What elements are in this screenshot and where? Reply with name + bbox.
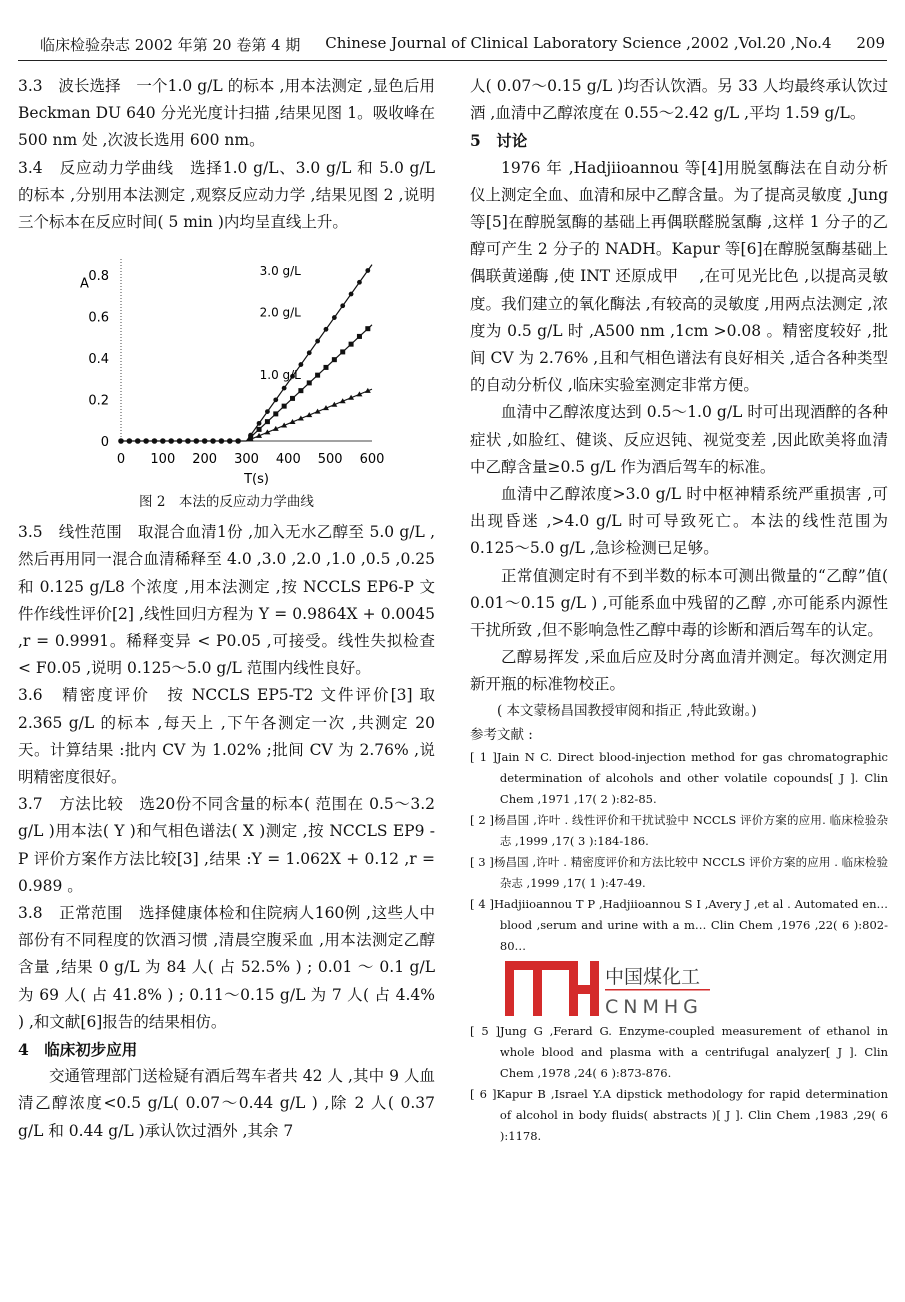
discussion-p1: 1976 年 ,Hadjiioannou 等[4]用脱氢酶法在自动分析仪上测定全血、血清和尿中乙醇含量。为了提高灵敏度 ,Jung 等[5]在醇脱氢酶的基础上再偶联醛脱氢酶 ,这样 1 分子的乙醇可产生 2 分子的 NADH。Kapur 等[6]在醇脱氢酶基础上偶联黄递酶 ,使 INT 还原成甲 ,在可见光比色 ,以提高灵敏度。我们建立的氧化酶法 ,有较高的灵敏度 ,用两点法测定 ,浓度为 0.5 g/L 时 ,A500 nm ,1cm >0.08 。精密度较好 ,批间 CV 为 2.76% ,且和气相色谱法有良好相关 ,适合各种类型的自动分析仪 ,临床实验室测定非常方便。 — [470, 158, 888, 395]
section-3-5: 3.5 线性范围 取混合血清1份 ,加入无水乙醇至 5.0 g/L ,然后再用同一混合血清稀释至 4.0 ,3.0 ,2.0 ,1.0 ,0.5 ,0.25 和 0.125 g/L8 个浓度 ,用本法测定 ,按 NCCLS EP6-P 文件作线性评价[2] ,线性回归方程为 Y = 0.9864X + 0.0045 ,r = 0.9991。稀释变异 < P0.05 ,可接受。线性失拟检查 < F0.05 ,说明 0.125～5.0 g/L 范围内线性良好。 — [18, 523, 435, 678]
x-tick-label: 0 — [116, 452, 126, 468]
baseline-point — [168, 438, 174, 444]
acknowledgement: ( 本文蒙杨昌国教授审阅和指正 ,特此致谢。) — [497, 702, 757, 719]
section-4-heading: 4 临床初步应用 — [18, 1040, 138, 1060]
baseline-point — [194, 438, 200, 444]
series-point — [332, 315, 337, 320]
reference-item: [ 4 ]Hadjiioannou T P ,Hadjiioannou S I ,Avery J ,et al . Automated en… blood ,serum and urine with a m… Clin Chem ,1976 ,22( 6 ):802-80… — [470, 896, 888, 953]
series-point — [340, 350, 345, 355]
series-point — [298, 388, 303, 393]
left-column — [18, 73, 435, 1145]
x-tick-label: 500 — [317, 452, 343, 468]
kinetics-chart — [80, 242, 400, 487]
series-point — [282, 404, 287, 409]
x-axis-label: T(s) — [244, 472, 269, 488]
section-4-paragraph: 交通管理部门送检疑有酒后驾车者共 42 人 ,其中 9 人血清乙醇浓度<0.5 g/L( 0.07～0.44 g/L ) ,除 2 人( 0.37 g/L 和 0.44 g/L )承认饮过酒外 ,其余 7 — [18, 1067, 435, 1140]
section-3-7: 3.7 方法比较 选20份不同含量的标本( 范围在 0.5～3.2 g/L )用本法( Y )和气相色谱法( X )测定 ,按 NCCLS EP9 - P 评价方案作方法比较[3] ,结果 :Y = 1.062X + 0.12 ,r = 0.989 。 — [18, 795, 435, 895]
x-tick-label: 300 — [234, 452, 259, 468]
series-point — [357, 280, 362, 285]
series-point — [273, 398, 278, 403]
section-3-3: 3.3 波长选择 一个1.0 g/L 的标本 ,用本法测定 ,显色后用 Beckman DU 640 分光光度计扫描 ,结果见图 1。吸收峰在 500 nm 处 ,次波长选用 600 nm。 — [18, 77, 435, 150]
baseline-point — [118, 438, 124, 444]
series-label: 1.0 g/L — [259, 367, 301, 382]
series-point — [349, 342, 354, 347]
x-tick-label: 200 — [192, 452, 218, 468]
watermark-logo — [505, 959, 710, 1016]
series-point — [257, 421, 262, 426]
discussion-p3: 血清中乙醇浓度>3.0 g/L 时中枢神精系统严重损害 ,可出现昏迷 ,>4.0 g/L 时可导致死亡。本法的线性范围为 0.125～5.0 g/L ,急诊检测已足够。 — [470, 485, 888, 558]
y-tick-label: 0.6 — [88, 310, 109, 326]
series-point — [340, 304, 345, 309]
baseline-point — [160, 438, 166, 444]
section-3-6: 3.6 精密度评价 按 NCCLS EP5-T2 文件评价[3] 取 2.365 g/L 的标本 ,每天上 ,下午各测定一次 ,共测定 20 天。计算结果 :批内 CV 为 1.02% ;批间 CV 为 2.76% ,说明精密度很好。 — [18, 686, 435, 787]
running-header — [40, 34, 885, 55]
series-point — [324, 327, 329, 332]
baseline-point — [127, 438, 133, 444]
series-point — [349, 292, 354, 297]
baseline-point — [219, 438, 225, 444]
watermark-area — [505, 959, 888, 1019]
series-point — [290, 396, 295, 401]
section-5-heading: 5 讨论 — [470, 131, 528, 151]
header-journal-en: Chinese Journal of Clinical Laboratory Science ,2002 ,Vol.20 ,No.4 — [325, 34, 832, 52]
right-column — [470, 73, 888, 1147]
series-point — [273, 412, 278, 417]
watermark-en: CNMHG — [605, 995, 703, 1016]
x-tick-label: 600 — [359, 452, 385, 468]
baseline-point — [235, 438, 241, 444]
series-point — [257, 427, 262, 432]
discussion-p2: 血清中乙醇浓度达到 0.5～1.0 g/L 时可出现酒醉的各种症状 ,如脸红、健谈、反应迟钝、视觉变差 ,因此欧美将血清中乙醇含量≥0.5 g/L 作为酒后驾车的标准。 — [470, 403, 888, 476]
series-point — [357, 334, 362, 339]
reference-item: [ 2 ]杨昌国 ,许叶 . 线性评价和干扰试验中 NCCLS 评价方案的应用. 临床检验杂志 ,1999 ,17( 3 ):184-186. — [470, 812, 888, 848]
header-journal-cn: 临床检验杂志 2002 年第 20 卷第 4 期 — [40, 36, 301, 54]
series-point — [298, 362, 303, 367]
baseline-point — [152, 438, 158, 444]
section-3-4: 3.4 反应动力学曲线 选择1.0 g/L、3.0 g/L 和 5.0 g/L 的标本 ,分别用本法测定 ,观察反应动力学 ,结果见图 2 ,说明三个标本在反应时间( 5 min )内均呈直线上升。 — [18, 158, 435, 232]
series-point — [323, 365, 328, 370]
series-point — [365, 268, 370, 273]
baseline-point — [202, 438, 208, 444]
x-tick-label: 100 — [150, 452, 176, 468]
reference-item: [ 5 ]Jung G ,Ferard G. Enzyme-coupled measurement of ethanol in whole blood and plasma with a centrifugal analyzer[ J ]. Clin Chem ,1978 ,24( 6 ):873-876. — [470, 1023, 888, 1080]
y-tick-label: 0.8 — [88, 269, 109, 285]
watermark-cn: 中国煤化工 — [605, 965, 701, 988]
discussion-p4: 正常值测定时有不到半数的标本可测出微量的“乙醇”值( 0.01～0.15 g/L ) ,可能系血中残留的乙醇 ,亦可能系内源性干扰所致 ,但不影响急性乙醇中毒的诊断和酒后驾车的认定。 — [470, 566, 888, 640]
series-point — [365, 326, 370, 331]
baseline-point — [210, 438, 216, 444]
y-tick-label: 0 — [100, 435, 109, 451]
series-point — [307, 351, 312, 356]
series-point — [265, 419, 270, 424]
figure-caption: 图 2 本法的反应动力学曲线 — [139, 494, 314, 511]
discussion-p5: 乙醇易挥发 ,采血后应及时分离血清并测定。每次测定用新开瓶的标准物校正。 — [470, 648, 888, 694]
reference-item: [ 3 ]杨昌国 ,许叶 . 精密度评价和方法比较中 NCCLS 评价方案的应用 . 临床检验杂志 ,1999 ,17( 1 ):47-49. — [470, 854, 888, 890]
header-rule — [18, 60, 887, 61]
baseline-point — [185, 438, 191, 444]
reference-item: [ 6 ]Kapur B ,Israel Y.A dipstick methodology for rapid determination of alcohol in body fluids( abstracts )[ J ]. Clin Chem ,1983 ,29( 6 ):1178. — [470, 1086, 888, 1143]
y-tick-label: 0.4 — [88, 352, 109, 368]
baseline-point — [135, 438, 141, 444]
section-3-8: 3.8 正常范围 选择健康体检和住院病人160例 ,这些人中部份有不同程度的饮酒习惯 ,清晨空腹采血 ,用本法测定乙醇含量 ,结果 0 g/L 为 84 人( 占 52.5% ) ; 0.01 ～ 0.1 g/L 为 69 人( 占 41.8% ) ; 0.11～0.15 g/L 为 7 人( 占 4.4% ) ,和文献[6]报告的结果相仿。 — [18, 904, 435, 1031]
section-4-continued: 人( 0.07～0.15 g/L )均否认饮酒。另 33 人均最终承认饮过酒 ,血清中乙醇浓度在 0.55～2.42 g/L ,平均 1.59 g/L。 — [470, 77, 888, 123]
y-axis-label: A — [80, 276, 89, 292]
y-tick-label: 0.2 — [88, 393, 109, 409]
series-label: 3.0 g/L — [259, 264, 301, 279]
page-number: 209 — [856, 34, 885, 52]
references-list — [470, 747, 888, 1147]
series-point — [332, 357, 337, 362]
series-point — [265, 409, 270, 414]
figure-2 — [18, 242, 435, 487]
reference-item: [ 1 ]Jain N C. Direct blood-injection method for gas chromatographic determination of alcohols and other volatile copounds[ J ]. Clin Chem ,1971 ,17( 2 ):82-85. — [470, 749, 888, 806]
baseline-point — [143, 438, 149, 444]
series-label: 2.0 g/L — [259, 305, 301, 320]
series-point — [307, 381, 312, 386]
series-point — [315, 373, 320, 378]
references-title: 参考文献 : — [470, 726, 533, 743]
series-point — [282, 386, 287, 391]
series-point — [315, 339, 320, 344]
baseline-point — [177, 438, 183, 444]
x-tick-label: 400 — [275, 452, 301, 468]
baseline-point — [227, 438, 233, 444]
